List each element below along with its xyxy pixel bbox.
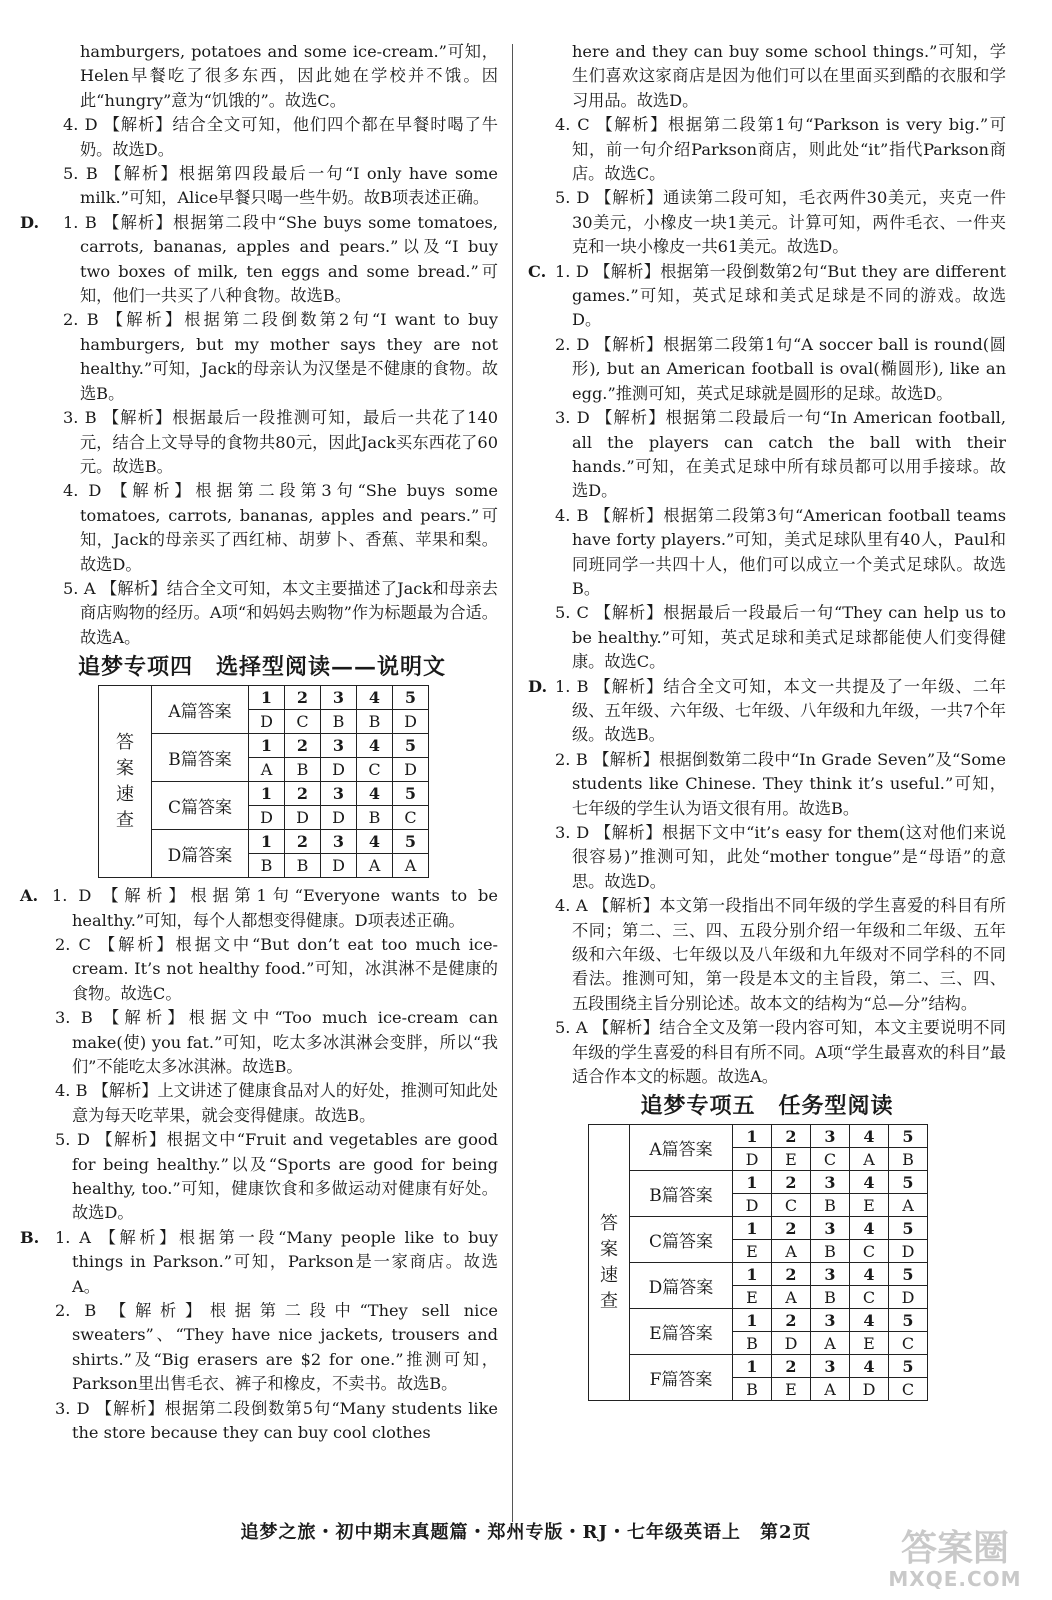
question-number: 4 [850, 1217, 889, 1240]
answer-letter: E [733, 1240, 772, 1263]
question-number: 1 [249, 686, 285, 710]
question-number: 3 [321, 734, 357, 758]
answer-letter: D [249, 806, 285, 830]
question-number: 2 [772, 1263, 811, 1286]
answer-c5: 5. C 【解析】根据最后一段最后一句“They can help us to be healthy.”可知，英式足球和美式足球都能使人们变得健康。故选C。 [555, 603, 1006, 672]
answer-d5: 5. A 【解析】结合全文可知，本文主要描述了Jack和母亲去商店购物的经历。A项“和妈妈去购物”作为标题最为合适。故选A。 [63, 578, 498, 647]
right-column [528, 40, 1006, 1401]
side-label-char: 查 [600, 1290, 618, 1312]
answer-explanation: here and they can buy some school things.”可知，学生们喜欢这家商店是因为他们可以在里面买到酷的衣服和学习用品。故选D。 [572, 42, 1006, 110]
question-number: 3 [811, 1355, 850, 1378]
answer-c4: 4. D 【解析】结合全文可知，他们四个都在早餐时喝了牛奶。故选D。 [63, 115, 498, 159]
answer-letter: D [393, 758, 429, 782]
side-label-char: 案 [600, 1238, 618, 1260]
question-number: 4 [850, 1309, 889, 1332]
answer-c3: 3. D 【解析】根据第二段最后一句“In American football, all the players can catch the ball with their hands.”可知，在美式足球中所有球员都可以用手接球。故选D。 [555, 408, 1006, 501]
section-heading-5: 追梦专项五 任务型阅读 [640, 1093, 894, 1120]
question-number: 3 [811, 1309, 850, 1332]
answer-b5: 5. D 【解析】通读第二段可知，毛衣两件30美元，夹克一件30美元，小橡皮一块1美元。计算可知，两件毛衣、一件夹克和一块小橡皮一共61美元。故选D。 [555, 188, 1006, 257]
answer-d3: 3. D 【解析】根据下文中“it’s easy for them(这对他们来说很容易)”推测可知，此处“mother tongue”是“母语”的意思。故选D。 [555, 823, 1006, 891]
question-number: 5 [889, 1263, 928, 1286]
answer-letter: A [357, 854, 393, 878]
question-number: 4 [850, 1355, 889, 1378]
question-number: 3 [321, 830, 357, 854]
question-number: 1 [249, 734, 285, 758]
answer-d4: 4. A 【解析】本文第一段指出不同年级的学生喜爱的科目有所不同；第二、三、四、五段分别介绍一年级和二年级、五年级和六年级、七年级以及八年级和九年级对不同学科的不同看法。推测可知，第一段是本文的主旨段，第二、三、四、五段围绕主旨分别论述。故本文的结构为“总—分”结构。 [555, 896, 1006, 1013]
passage-label: D篇答案 [630, 1263, 733, 1309]
answer-b1: 1. A 【解析】根据第一段“Many people like to buy things in Parkson.”可知，Parkson是一家商店。故选A。 [55, 1227, 498, 1296]
question-number: 5 [393, 686, 429, 710]
answer-letter: B [889, 1148, 928, 1171]
question-number: 5 [393, 830, 429, 854]
question-number: 5 [889, 1125, 928, 1148]
section-d [528, 675, 1006, 748]
answer-letter: A [772, 1240, 811, 1263]
answer-letter: B [357, 806, 393, 830]
answer-letter: C [772, 1194, 811, 1217]
section-label: A. [20, 886, 39, 906]
question-number: 1 [733, 1217, 772, 1240]
answer-letter: E [733, 1286, 772, 1309]
section-b [20, 1226, 498, 1299]
question-number: 3 [321, 782, 357, 806]
watermark-url: MXQE.COM [888, 1567, 1022, 1591]
side-label-char: 答 [600, 1212, 618, 1234]
answer-letter: D [249, 710, 285, 734]
question-number: 2 [285, 734, 321, 758]
answer-letter: B [321, 710, 357, 734]
question-number: 4 [850, 1263, 889, 1286]
answer-d1: 1. B 【解析】根据第二段中“She buys some tomatoes, carrots, bananas, apples and pears.”以及“I buy two boxes of milk, ten eggs and some bread.”可知，他们一共买了八种食物。故选B。 [63, 212, 498, 306]
answer-letter: A [811, 1332, 850, 1355]
answer-letter: D [772, 1332, 811, 1355]
watermark-logo [880, 1530, 1030, 1592]
side-label-char: 答 [116, 731, 134, 753]
answer-letter: A [889, 1194, 928, 1217]
answer-letter: D [321, 854, 357, 878]
answer-letter: B [811, 1194, 850, 1217]
answer-letter: D [850, 1378, 889, 1401]
answer-letter: B [733, 1332, 772, 1355]
answer-row-numbers [589, 1309, 928, 1332]
answer-b3: 3. D 【解析】根据第二段倒数第5句“Many students like the store because they can buy cool clothes [55, 1398, 498, 1443]
answer-b2: 2. B 【解析】根据第二段中“They sell nice sweaters”、“They have nice jackets, trousers and shirts.”及“Big erasers are $2 for one.”推测可知，Parkson里出售毛衣、裤子和橡皮，不卖书。故选B。 [55, 1301, 498, 1394]
answer-d3: 3. B 【解析】根据最后一段推测可知，最后一共花了140元，结合上文导导的食物共80元，因此Jack买东西花了60元。故选B。 [63, 408, 498, 476]
answer-row-numbers [589, 1355, 928, 1378]
answer-letter: C [889, 1332, 928, 1355]
passage-label: A篇答案 [630, 1125, 733, 1171]
answer-letter: B [811, 1286, 850, 1309]
question-number: 2 [772, 1309, 811, 1332]
question-number: 5 [889, 1309, 928, 1332]
answer-letter: C [285, 710, 321, 734]
question-number: 4 [357, 830, 393, 854]
question-number: 1 [733, 1171, 772, 1194]
answer-letter: C [850, 1286, 889, 1309]
answer-letter: C [889, 1378, 928, 1401]
question-number: 1 [249, 782, 285, 806]
answer-key-table-4 [98, 685, 429, 878]
column-divider [512, 44, 513, 1522]
question-number: 2 [772, 1217, 811, 1240]
answer-letter: E [772, 1148, 811, 1171]
question-number: 2 [772, 1125, 811, 1148]
answer-c4: 4. B 【解析】根据第二段第3句“American football teams have forty players.”可知，美式足球队里有40人，Paul和同班同学一共四十人，他们可以成立一个美式足球队。故选B。 [555, 505, 1006, 598]
question-number: 2 [285, 830, 321, 854]
answer-letter: D [321, 758, 357, 782]
answer-letter: A [811, 1378, 850, 1401]
answer-letter: D [889, 1286, 928, 1309]
passage-label: A篇答案 [152, 686, 249, 734]
section-label: B. [20, 1227, 40, 1247]
question-number: 5 [889, 1355, 928, 1378]
passage-label: C篇答案 [630, 1217, 733, 1263]
answer-letter: E [772, 1378, 811, 1401]
page-footer: 追梦之旅・初中期末真题篇・郑州专版・RJ・七年级英语上 第2页 [240, 1522, 812, 1543]
answer-b4: 4. C 【解析】根据第二段第1句“Parkson is very big.”可知，前一句介绍Parkson商店，则此处“it”指代Parkson商店。故选C。 [555, 115, 1006, 184]
passage-label: E篇答案 [630, 1309, 733, 1355]
question-number: 2 [285, 686, 321, 710]
section-label: D. [528, 676, 548, 696]
answer-letter: E [850, 1332, 889, 1355]
question-number: 3 [811, 1217, 850, 1240]
answer-letter: D [889, 1240, 928, 1263]
side-label-char: 案 [116, 757, 134, 779]
side-label-char: 速 [600, 1264, 618, 1286]
answer-a4: 4. B 【解析】上文讲述了健康食品对人的好处，推测可知此处意为每天吃苹果，就会变得健康。故选B。 [55, 1081, 498, 1125]
question-number: 2 [285, 782, 321, 806]
answer-key-side-label [99, 686, 152, 878]
answer-letter: B [811, 1240, 850, 1263]
section-a [20, 884, 498, 933]
answer-c1: 1. D 【解析】根据第一段倒数第2句“But they are different games.”可知，英式足球和美式足球是不同的游戏。故选D。 [555, 261, 1006, 330]
passage-label: C篇答案 [152, 782, 249, 830]
answer-letter: A [393, 854, 429, 878]
answer-letter: B [357, 710, 393, 734]
answer-letter: B [285, 854, 321, 878]
answer-letter: D [285, 806, 321, 830]
answer-row-numbers [589, 1125, 928, 1148]
question-number: 4 [357, 734, 393, 758]
answer-letter: E [850, 1194, 889, 1217]
question-number: 2 [772, 1171, 811, 1194]
question-number: 4 [357, 686, 393, 710]
answer-c2: 2. D 【解析】根据第二段第1句“A soccer ball is round(圆形), but an American football is oval(椭圆形), like an egg.”推测可知，英式足球就是圆形的足球。故选D。 [555, 334, 1006, 403]
question-number: 3 [811, 1263, 850, 1286]
answer-letter: D [321, 806, 357, 830]
question-number: 3 [321, 686, 357, 710]
answer-letter: D [733, 1194, 772, 1217]
question-number: 5 [889, 1217, 928, 1240]
answer-d1: 1. B 【解析】结合全文可知，本文一共提及了一年级、二年级、五年级、六年级、七年级、八年级和九年级，一共7个年级。故选B。 [555, 676, 1006, 745]
section-d [20, 211, 498, 309]
passage-label: D篇答案 [152, 830, 249, 878]
answer-row-numbers [99, 686, 429, 710]
answer-key-table-5 [588, 1124, 928, 1401]
answer-letter: C [811, 1148, 850, 1171]
answer-a5: 5. D 【解析】根据文中“Fruit and vegetables are good for being healthy.”以及“Sports are good for being healthy, too.”可知，健康饮食和多做运动对健康有好处。故选D。 [55, 1130, 498, 1223]
section-heading-4: 追梦专项四 选择型阅读——说明文 [78, 654, 447, 681]
question-number: 5 [393, 782, 429, 806]
side-label-char: 查 [116, 809, 134, 831]
question-number: 2 [772, 1355, 811, 1378]
answer-letter: B [249, 854, 285, 878]
answer-letter: D [393, 710, 429, 734]
answer-letter: A [850, 1148, 889, 1171]
answer-letter: C [357, 758, 393, 782]
question-number: 1 [733, 1309, 772, 1332]
answer-a2: 2. C 【解析】根据文中“But don’t eat too much ice-cream. It’s not healthy food.”可知，冰淇淋不是健康的食物。故选C。 [55, 934, 498, 1003]
answer-c5: 5. B 【解析】根据第四段最后一句“I only have some milk.”可知，Alice早餐只喝一些牛奶。故B项表述正确。 [63, 164, 498, 208]
question-number: 1 [733, 1355, 772, 1378]
answer-row-numbers [589, 1171, 928, 1194]
section-label: D. [20, 212, 40, 232]
passage-label: B篇答案 [630, 1171, 733, 1217]
question-number: 4 [357, 782, 393, 806]
answer-key-side-label [589, 1125, 630, 1401]
question-number: 5 [393, 734, 429, 758]
side-label-char: 速 [116, 783, 134, 805]
answer-letter: C [393, 806, 429, 830]
answer-letter: A [772, 1286, 811, 1309]
passage-label: B篇答案 [152, 734, 249, 782]
watermark-text: 答案圈 [900, 1528, 1009, 1569]
question-number: 5 [889, 1171, 928, 1194]
answer-row-numbers [589, 1263, 928, 1286]
question-number: 3 [811, 1171, 850, 1194]
answer-row-numbers [589, 1217, 928, 1240]
answer-d5: 5. A 【解析】结合全文及第一段内容可知，本文主要说明不同年级的学生喜爱的科目有所不同。A项“学生最喜欢的科目”最适合作本文的标题。故选A。 [555, 1018, 1006, 1087]
question-number: 1 [733, 1125, 772, 1148]
answer-letter: A [249, 758, 285, 782]
answer-d2: 2. B 【解析】根据第二段倒数第2句“I want to buy hamburgers, but my mother says they are not healthy.”可知，Jack的母亲认为汉堡是不健康的食物。故选B。 [63, 310, 498, 403]
section-label: C. [528, 261, 547, 281]
answer-letter: C [850, 1240, 889, 1263]
answer-letter: B [733, 1378, 772, 1401]
answer-d2: 2. B 【解析】根据倒数第二段中“In Grade Seven”及“Some students like Chinese. They think it’s useful.”可知，七年级的学生认为语文很有用。故选B。 [555, 749, 1006, 818]
left-column [20, 40, 498, 1446]
question-number: 1 [733, 1263, 772, 1286]
answer-letter: D [733, 1148, 772, 1171]
question-number: 3 [811, 1125, 850, 1148]
section-c [528, 260, 1006, 333]
question-number: 1 [249, 830, 285, 854]
answer-letter: B [285, 758, 321, 782]
answer-a1: 1. D 【解析】根据第1句“Everyone wants to be healthy.”可知，每个人都想变得健康。D项表述正确。 [52, 886, 498, 930]
question-number: 4 [850, 1125, 889, 1148]
question-number: 4 [850, 1171, 889, 1194]
answer-a3: 3. B 【解析】根据文中“Too much ice-cream can make(使) you fat.”可知，吃太多冰淇淋会变胖，所以“我们”不能吃太多冰淇淋。故选B。 [55, 1008, 498, 1076]
answer-explanation: hamburgers, potatoes and some ice-cream.”可知，Helen早餐吃了很多东西，因此她在学校并不饿。因此“hungry”意为“饥饿的”。故选C。 [80, 42, 498, 110]
answer-d4: 4. D 【解析】根据第二段第3句“She buys some tomatoes, carrots, bananas, apples and pears.”可知，Jack的母亲买了西红柿、胡萝卜、香蕉、苹果和梨。故选D。 [63, 481, 498, 574]
passage-label: F篇答案 [630, 1355, 733, 1401]
